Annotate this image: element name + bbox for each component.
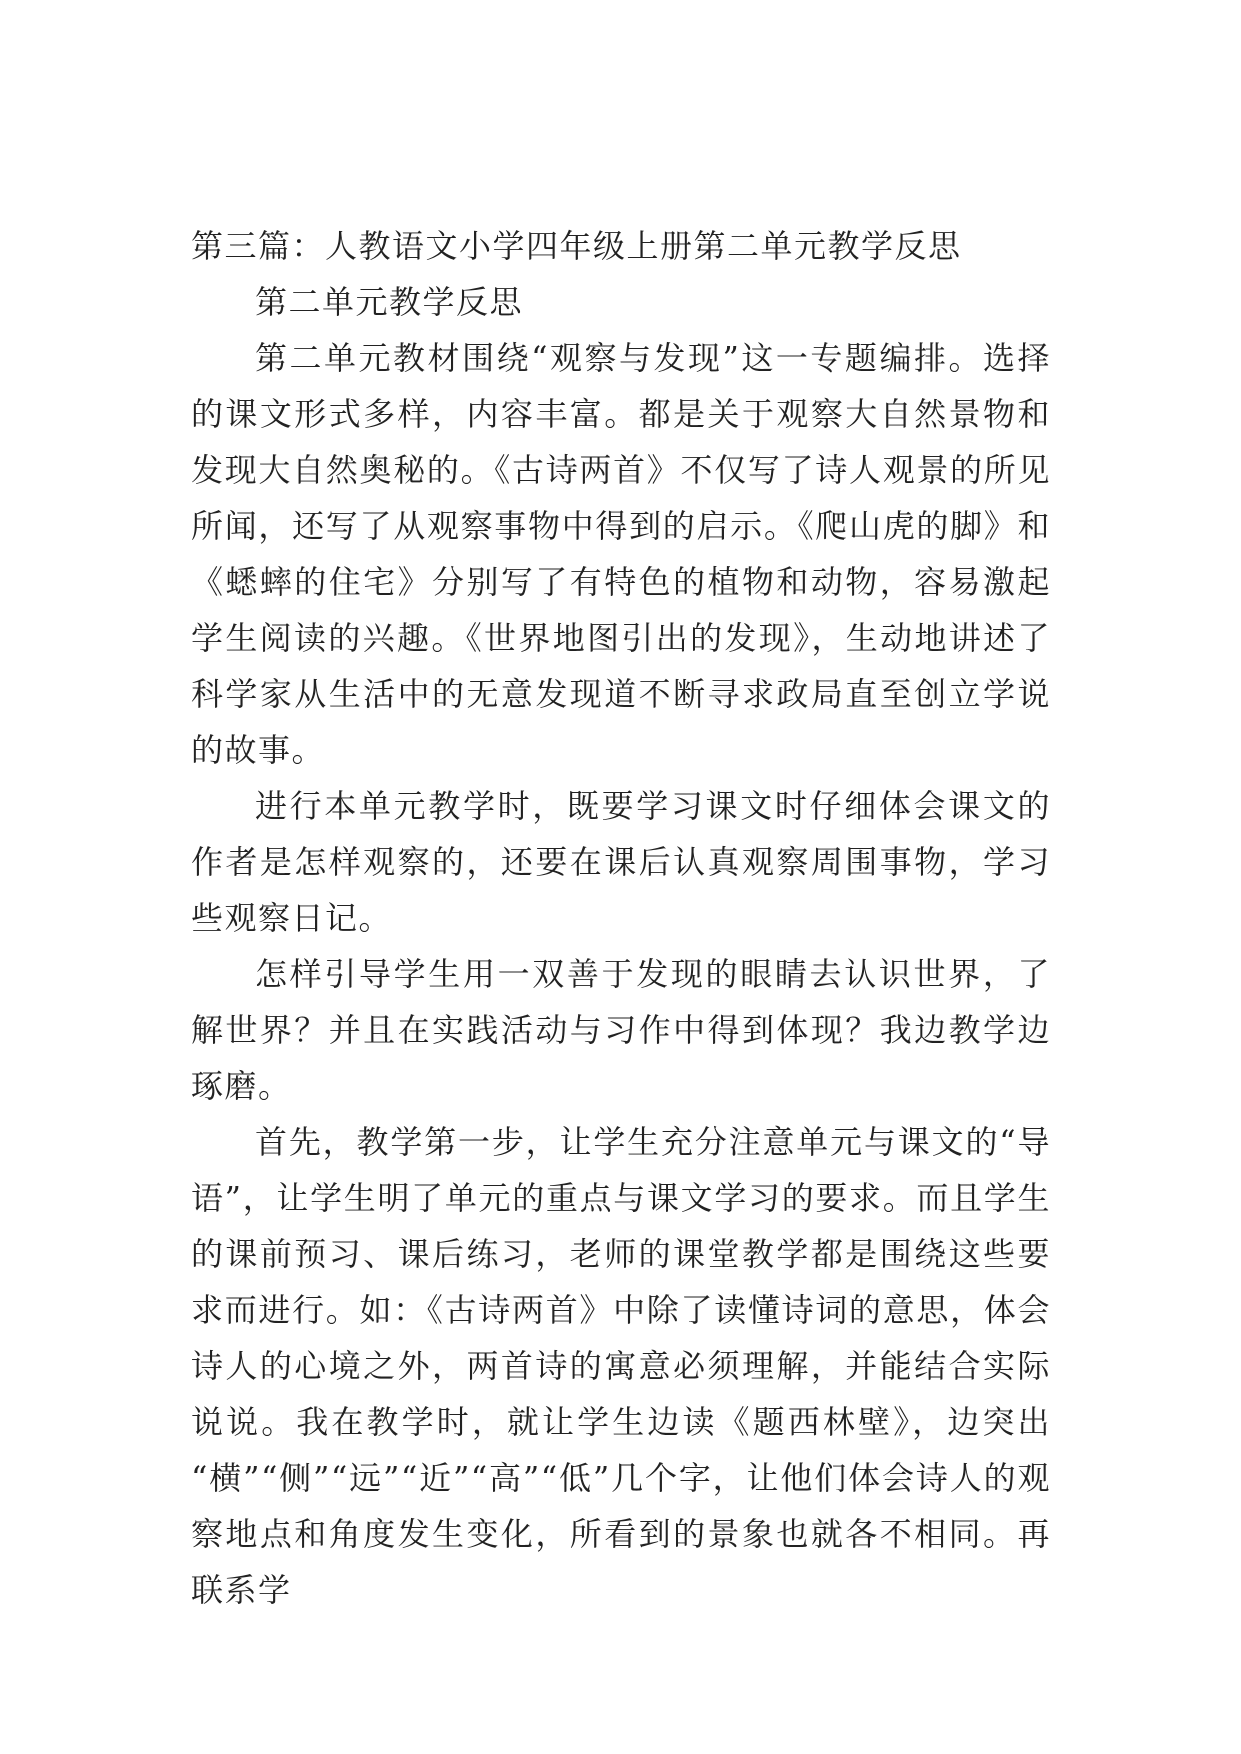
paragraph-3: 怎样引导学生用一双善于发现的眼睛去认识世界，了解世界？并且在实践活动与习作中得到体现？我边教学边琢磨。 <box>191 955 1051 1105</box>
paragraph-4: 首先，教学第一步，让学生充分注意单元与课文的“导语”，让学生明了单元的重点与课文学习的要求。而且学生的课前预习、课后练习，老师的课堂教学都是围绕这些要求而进行。如：《古诗两首》中除了读懂诗词的意思，体会诗人的心境之外，两首诗的寓意必须理解，并能结合实际说说。我在教学时，就让学生边读《题西林壁》，边突出 “横”“侧”“远”“近”“高”“低”几个字，让他们体会诗人的观察地点和角度发生变化，所看到的景象也就各不相同。再联系学 <box>191 1123 1051 1609</box>
section-subtitle: 第二单元教学反思 <box>255 283 524 321</box>
paragraph-2: 进行本单元教学时，既要学习课文时仔细体会课文的作者是怎样观察的，还要在课后认真观察周围事物，学习些观察日记。 <box>191 787 1051 937</box>
document-body <box>191 218 1051 1618</box>
paragraph-1: 第二单元教材围绕“观察与发现”这一专题编排。选择的课文形式多样，内容丰富。都是关于观察大自然景物和发现大自然奥秘的。《古诗两首》不仅写了诗人观景的所见所闻，还写了从观察事物中得到的启示。《爬山虎的脚》和《蟋蟀的住宅》分别写了有特色的植物和动物，容易激起学生阅读的兴趣。《世界地图引出的发现》，生动地讲述了科学家从生活中的无意发现道不断寻求政局直至创立学说的故事。 <box>191 339 1051 769</box>
document-title: 第三篇：人教语文小学四年级上册第二单元教学反思 <box>191 227 962 265</box>
